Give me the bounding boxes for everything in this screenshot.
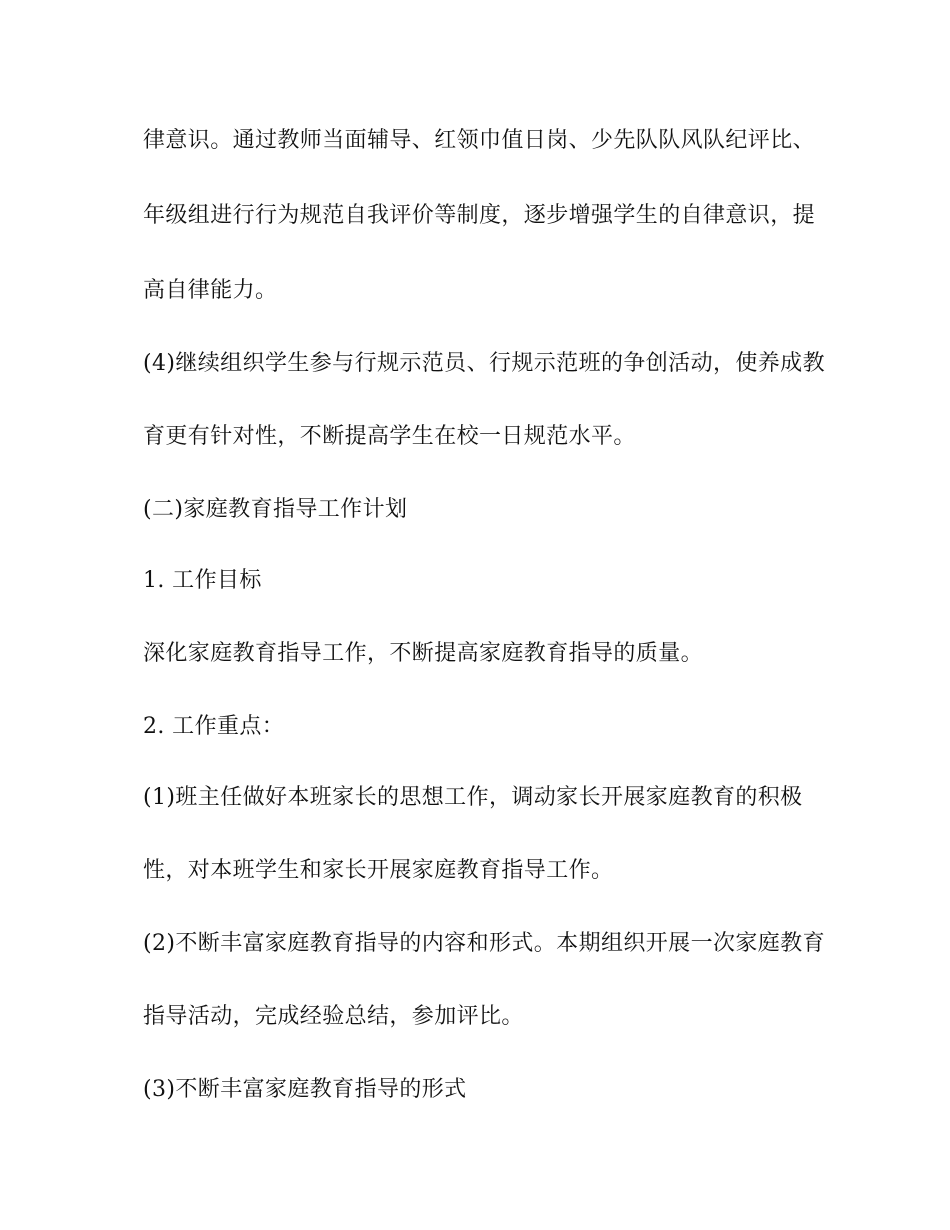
text-line: (2)不断丰富家庭教育指导的内容和形式。本期组织开展一次家庭教育 (143, 931, 825, 956)
text-line: 性，对本班学生和家长开展家庭教育指导工作。 (143, 858, 614, 883)
text-line: 律意识。通过教师当面辅导、红领巾值日岗、少先队队风队纪评比、 (143, 128, 816, 153)
text-line: (1)班主任做好本班家长的思想工作，调动家长开展家庭教育的积极 (143, 785, 803, 810)
text-line: 深化家庭教育指导工作，不断提高家庭教育指导的质量。 (143, 641, 704, 666)
text-line: (4)继续组织学生参与行规示范员、行规示范班的争创活动，使养成教 (143, 351, 825, 376)
text-line: 育更有针对性，不断提高学生在校一日规范水平。 (143, 424, 636, 449)
text-line: (3)不断丰富家庭教育指导的形式 (143, 1077, 467, 1102)
section-heading: (二)家庭教育指导工作计划 (143, 497, 408, 522)
subsection-heading: 1. 工作目标 (143, 568, 262, 593)
text-line: 年级组进行行为规范自我评价等制度，逐步增强学生的自律意识，提 (143, 203, 816, 228)
text-line: 指导活动，完成经验总结，参加评比。 (143, 1004, 524, 1029)
subsection-heading: 2. 工作重点： (143, 714, 285, 739)
text-line: 高自律能力。 (143, 278, 278, 303)
